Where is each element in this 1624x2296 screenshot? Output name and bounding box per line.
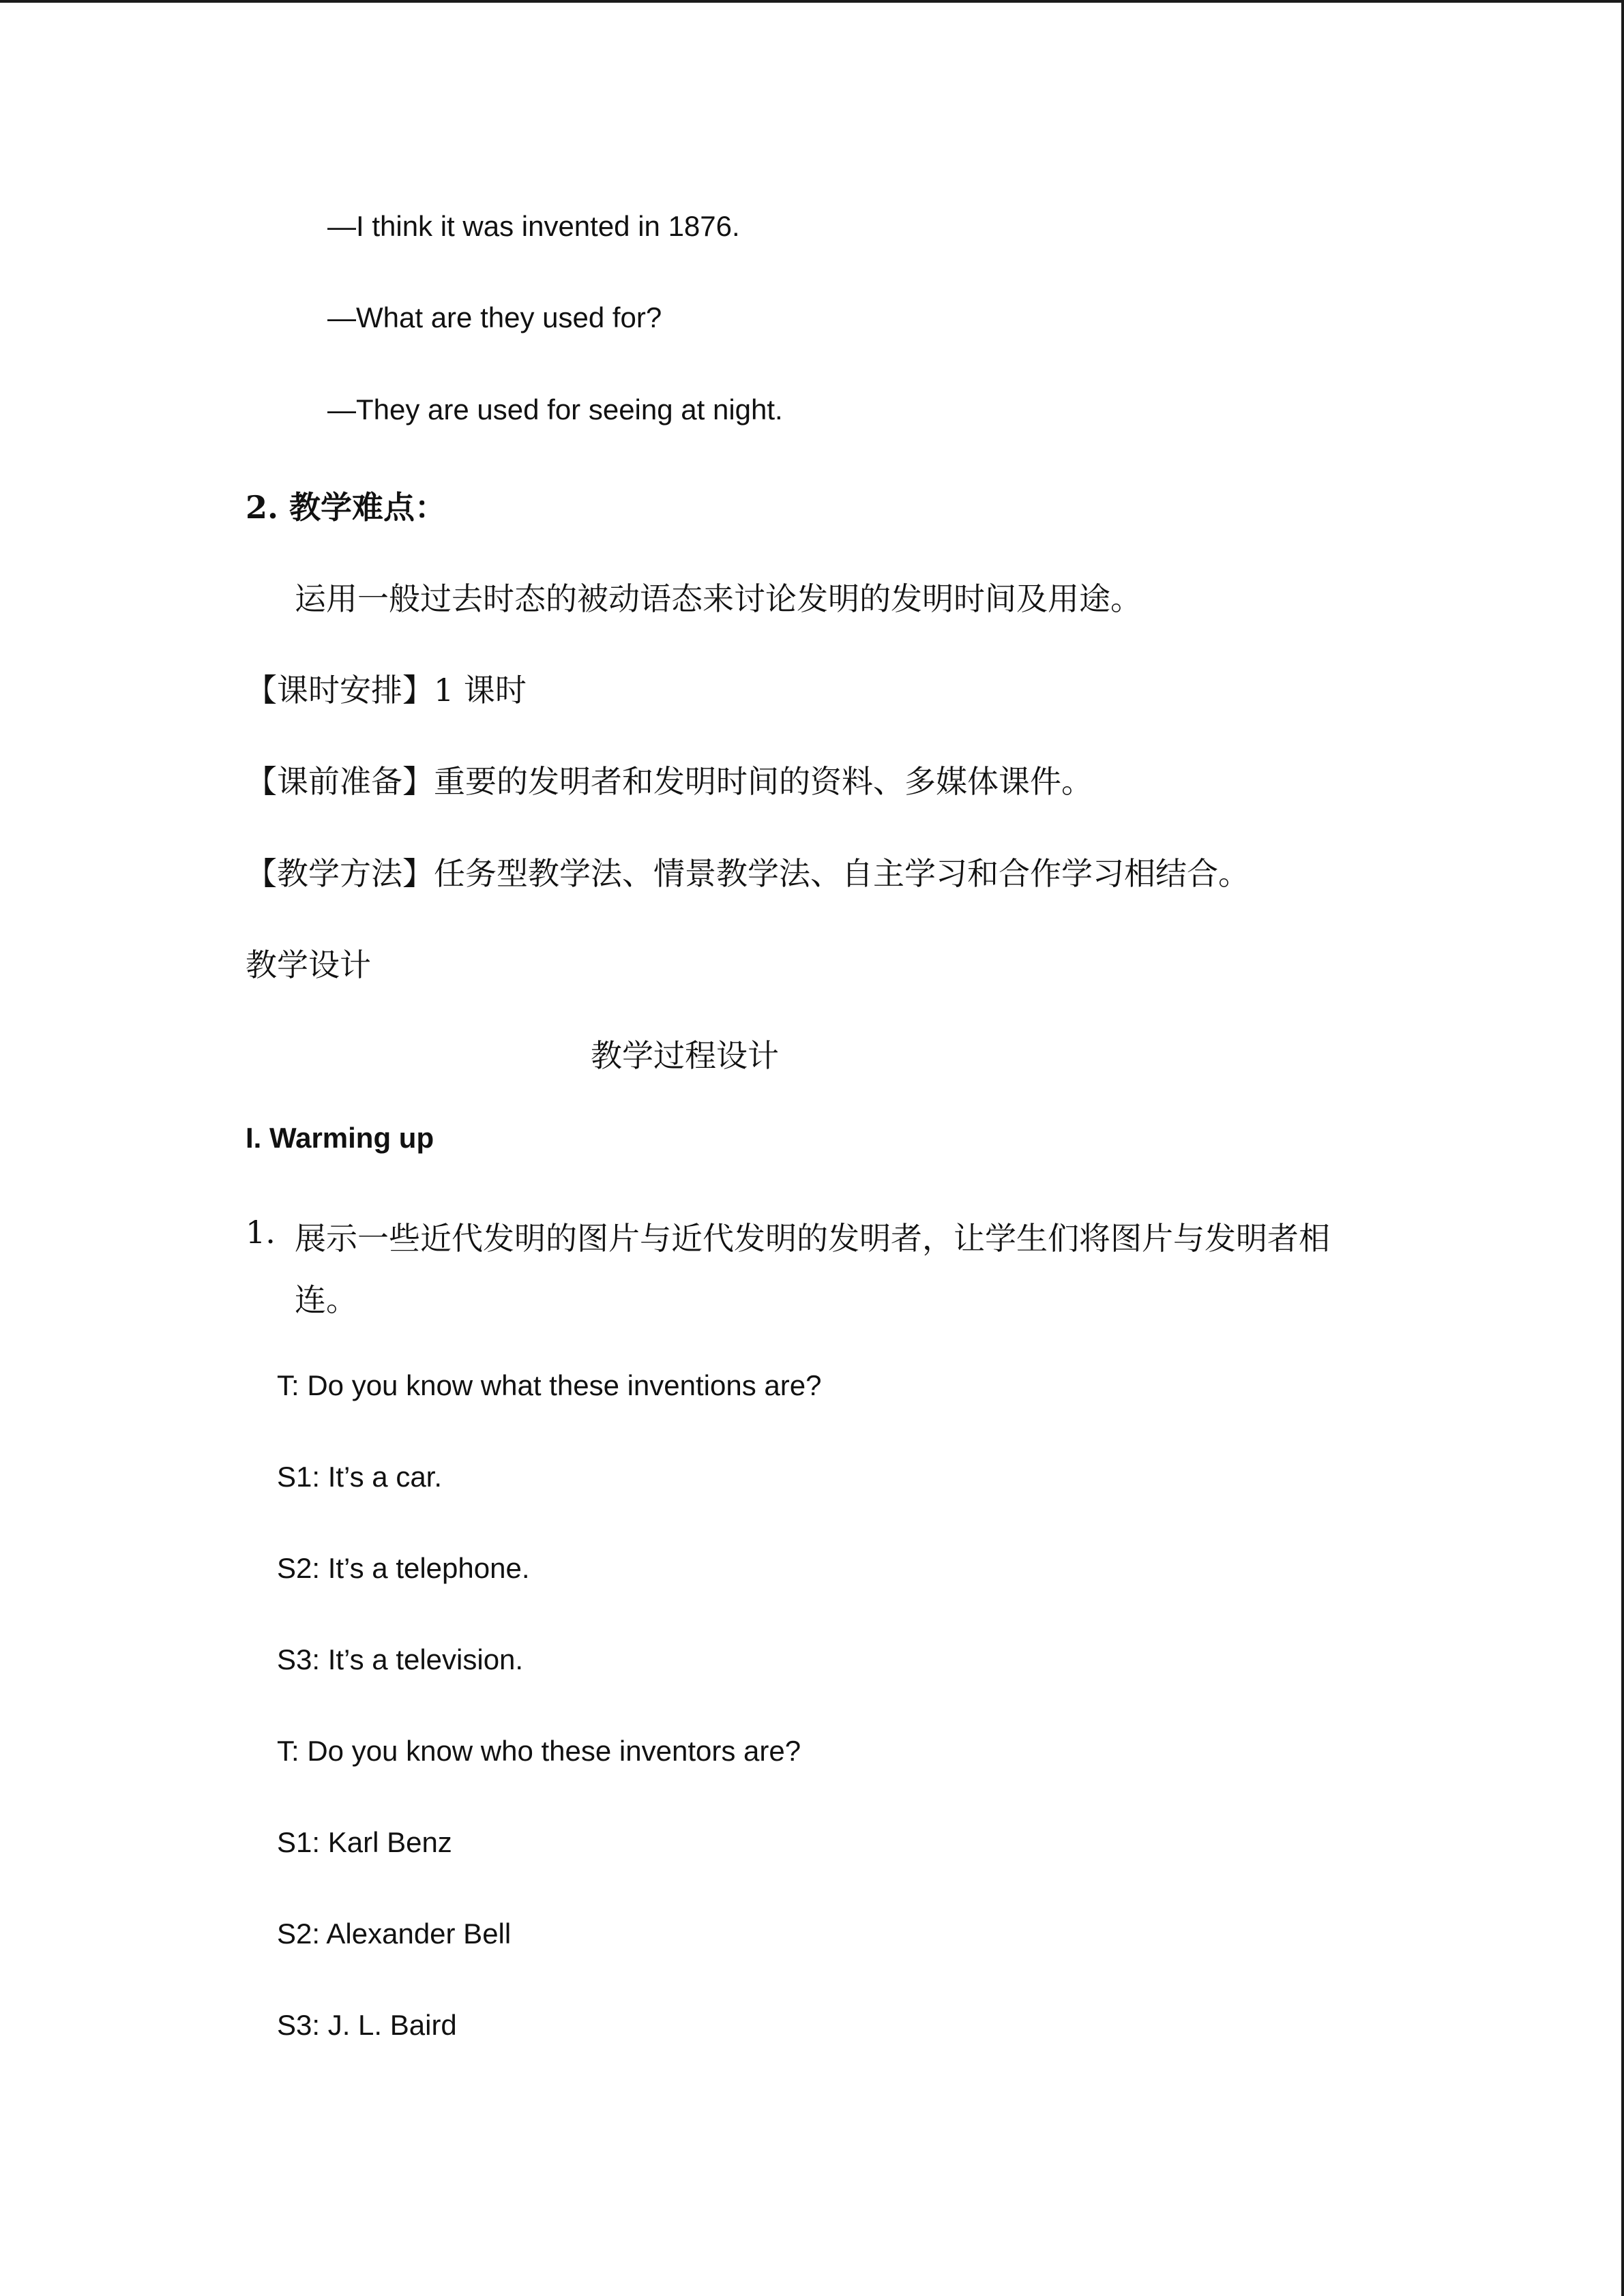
process-title: 教学过程设计 xyxy=(591,1037,779,1074)
list-item-text-continued: 连。 xyxy=(295,1281,357,1318)
dialogue-line: —What are they used for? xyxy=(327,301,662,333)
dialogue-line: T: Do you know what these inventions are? xyxy=(277,1369,822,1401)
difficulty-heading: 2. 教学难点： xyxy=(246,489,447,526)
page-border-top xyxy=(0,0,1624,3)
dialogue-line: S2: Alexander Bell xyxy=(277,1918,512,1950)
method-line: 【教学方法】任务型教学法、情景教学法、自主学习和合作学习相结合。 xyxy=(246,855,1250,892)
dialogue-line: S2: It’s a telephone. xyxy=(277,1552,530,1584)
dialogue-line: T: Do you know who these inventors are? xyxy=(277,1735,801,1767)
schedule-line: 【课时安排】1 课时 xyxy=(246,672,527,709)
difficulty-body: 运用一般过去时态的被动语态来讨论发明的发明时间及用途。 xyxy=(295,580,1142,617)
list-item-number: 1. xyxy=(246,1214,276,1251)
dialogue-line: S1: It’s a car. xyxy=(277,1461,443,1493)
warming-up-heading: I. Warming up xyxy=(246,1122,434,1154)
design-label: 教学设计 xyxy=(246,946,371,983)
dialogue-line: S3: It’s a television. xyxy=(277,1643,524,1675)
dialogue-line: S1: Karl Benz xyxy=(277,1826,452,1858)
dialogue-line: —I think it was invented in 1876. xyxy=(327,210,740,242)
list-item-text: 展示一些近代发明的图片与近代发明的发明者，让学生们将图片与发明者相 xyxy=(295,1220,1330,1257)
dialogue-line: S3: J. L. Baird xyxy=(277,2009,457,2041)
dialogue-line: —They are used for seeing at night. xyxy=(327,393,783,426)
preparation-line: 【课前准备】重要的发明者和发明时间的资料、多媒体课件。 xyxy=(246,763,1093,800)
page-border-right xyxy=(1621,0,1624,2296)
